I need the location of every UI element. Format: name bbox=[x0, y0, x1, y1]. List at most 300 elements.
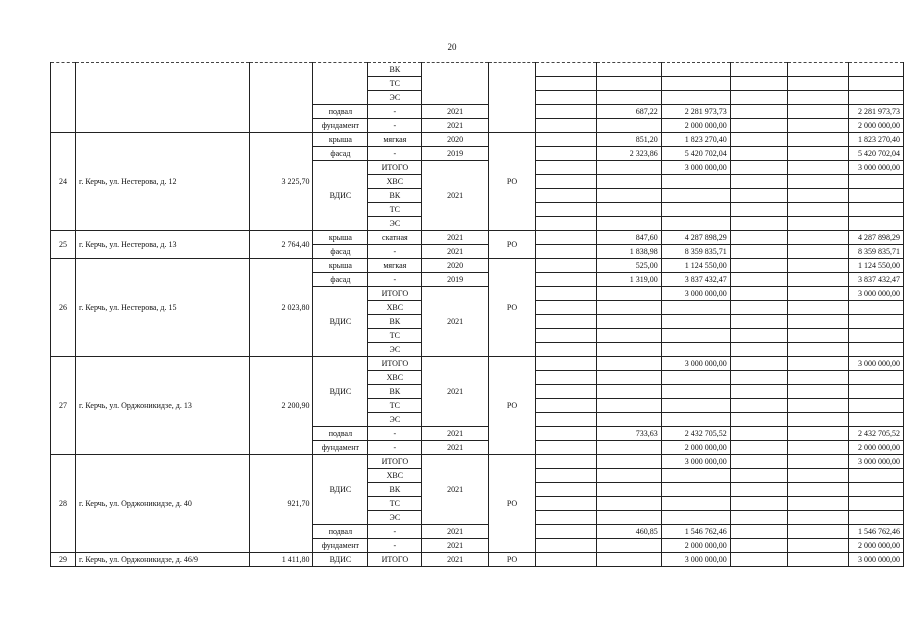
empty-cell bbox=[536, 511, 597, 525]
area-cell bbox=[596, 469, 661, 483]
work-type-cell: - bbox=[368, 147, 422, 161]
area-cell bbox=[596, 91, 661, 105]
empty-cell bbox=[730, 539, 787, 553]
total-cell: 8 359 835,71 bbox=[848, 245, 903, 259]
total-cell bbox=[848, 203, 903, 217]
empty-cell bbox=[536, 315, 597, 329]
work-type-cell: ВК bbox=[368, 189, 422, 203]
cost-cell bbox=[661, 63, 730, 77]
total-cell bbox=[848, 343, 903, 357]
empty-cell bbox=[730, 469, 787, 483]
total-cell bbox=[848, 301, 903, 315]
total-cell: 3 000 000,00 bbox=[848, 553, 903, 567]
empty-cell bbox=[536, 245, 597, 259]
area-cell: 851,20 bbox=[596, 133, 661, 147]
area-cell bbox=[596, 77, 661, 91]
empty-cell bbox=[536, 441, 597, 455]
year-cell: 2021 bbox=[422, 525, 489, 539]
empty-cell bbox=[730, 385, 787, 399]
cost-cell: 2 281 973,73 bbox=[661, 105, 730, 119]
empty-cell bbox=[730, 329, 787, 343]
work-cell: крыша bbox=[313, 133, 368, 147]
total-cell bbox=[848, 413, 903, 427]
area-cell bbox=[596, 357, 661, 371]
house-area-cell: 2 023,80 bbox=[250, 259, 313, 357]
empty-cell bbox=[536, 329, 597, 343]
empty-cell bbox=[787, 133, 848, 147]
area-cell: 687,22 bbox=[596, 105, 661, 119]
area-cell bbox=[596, 399, 661, 413]
area-cell bbox=[596, 119, 661, 133]
house-number-cell: 25 bbox=[51, 231, 76, 259]
work-cell: фасад bbox=[313, 273, 368, 287]
area-cell bbox=[596, 203, 661, 217]
empty-cell bbox=[536, 133, 597, 147]
empty-cell bbox=[787, 539, 848, 553]
empty-cell bbox=[536, 357, 597, 371]
area-cell bbox=[596, 455, 661, 469]
cost-cell bbox=[661, 469, 730, 483]
empty-cell bbox=[787, 399, 848, 413]
empty-cell bbox=[536, 273, 597, 287]
source-cell: РО bbox=[489, 231, 536, 259]
year-cell: 2021 bbox=[422, 539, 489, 553]
empty-cell bbox=[787, 497, 848, 511]
work-cell: фундамент bbox=[313, 441, 368, 455]
empty-cell bbox=[536, 483, 597, 497]
empty-cell bbox=[787, 231, 848, 245]
work-cell: подвал bbox=[313, 427, 368, 441]
cost-cell: 2 000 000,00 bbox=[661, 119, 730, 133]
work-type-cell: ИТОГО bbox=[368, 161, 422, 175]
empty-cell bbox=[536, 77, 597, 91]
house-number-cell: 29 bbox=[51, 553, 76, 567]
work-type-cell: - bbox=[368, 105, 422, 119]
area-cell bbox=[596, 63, 661, 77]
cost-cell bbox=[661, 189, 730, 203]
empty-cell bbox=[787, 203, 848, 217]
year-cell: 2021 bbox=[422, 105, 489, 119]
work-type-cell: ХВС bbox=[368, 469, 422, 483]
house-area-cell: 1 411,80 bbox=[250, 553, 313, 567]
empty-cell bbox=[787, 273, 848, 287]
work-cell: фасад bbox=[313, 147, 368, 161]
table-row bbox=[51, 133, 904, 147]
house-number-cell: 26 bbox=[51, 259, 76, 357]
cost-cell: 2 432 705,52 bbox=[661, 427, 730, 441]
empty-cell bbox=[787, 77, 848, 91]
cost-cell bbox=[661, 315, 730, 329]
total-cell bbox=[848, 189, 903, 203]
total-cell: 2 281 973,73 bbox=[848, 105, 903, 119]
total-cell: 4 287 898,29 bbox=[848, 231, 903, 245]
work-type-cell: ИТОГО bbox=[368, 553, 422, 567]
empty-cell bbox=[730, 147, 787, 161]
empty-cell bbox=[730, 231, 787, 245]
work-type-cell: мягкая bbox=[368, 259, 422, 273]
empty-cell bbox=[730, 427, 787, 441]
work-type-cell: ХВС bbox=[368, 175, 422, 189]
year-cell: 2021 bbox=[422, 455, 489, 525]
work-type-cell: ЭС bbox=[368, 91, 422, 105]
work-cell: ВДИС bbox=[313, 287, 368, 357]
total-cell: 1 546 762,46 bbox=[848, 525, 903, 539]
work-type-cell: ИТОГО bbox=[368, 287, 422, 301]
table-row bbox=[51, 63, 904, 77]
area-cell bbox=[596, 441, 661, 455]
area-cell bbox=[596, 161, 661, 175]
total-cell: 3 837 432,47 bbox=[848, 273, 903, 287]
year-cell: 2019 bbox=[422, 147, 489, 161]
work-type-cell: ЭС bbox=[368, 511, 422, 525]
empty-cell bbox=[536, 287, 597, 301]
cost-cell: 4 287 898,29 bbox=[661, 231, 730, 245]
table-row bbox=[51, 357, 904, 371]
work-type-cell: - bbox=[368, 427, 422, 441]
empty-cell bbox=[787, 259, 848, 273]
empty-cell bbox=[536, 119, 597, 133]
table-row bbox=[51, 231, 904, 245]
cost-cell bbox=[661, 203, 730, 217]
empty-cell bbox=[787, 161, 848, 175]
empty-cell bbox=[787, 315, 848, 329]
total-cell: 2 000 000,00 bbox=[848, 539, 903, 553]
empty-cell bbox=[730, 259, 787, 273]
work-type-cell: ТС bbox=[368, 329, 422, 343]
empty-cell bbox=[730, 161, 787, 175]
year-cell: 2020 bbox=[422, 259, 489, 273]
work-type-cell: мягкая bbox=[368, 133, 422, 147]
cost-cell bbox=[661, 413, 730, 427]
total-cell bbox=[848, 469, 903, 483]
empty-cell bbox=[787, 329, 848, 343]
empty-cell bbox=[730, 371, 787, 385]
total-cell bbox=[848, 315, 903, 329]
empty-cell bbox=[536, 385, 597, 399]
area-cell bbox=[596, 483, 661, 497]
cost-cell: 3 000 000,00 bbox=[661, 287, 730, 301]
work-type-cell: - bbox=[368, 441, 422, 455]
empty-cell bbox=[536, 413, 597, 427]
empty-cell bbox=[536, 105, 597, 119]
empty-cell bbox=[730, 105, 787, 119]
empty-cell bbox=[730, 287, 787, 301]
year-cell: 2020 bbox=[422, 133, 489, 147]
work-type-cell: ТС bbox=[368, 399, 422, 413]
table-row bbox=[51, 553, 904, 567]
total-cell: 5 420 702,04 bbox=[848, 147, 903, 161]
empty-cell bbox=[730, 189, 787, 203]
empty-cell bbox=[730, 441, 787, 455]
cost-cell bbox=[661, 371, 730, 385]
cost-cell bbox=[661, 301, 730, 315]
empty-cell bbox=[536, 203, 597, 217]
empty-cell bbox=[787, 91, 848, 105]
empty-cell bbox=[787, 119, 848, 133]
area-cell bbox=[596, 287, 661, 301]
page-number: 20 bbox=[447, 42, 457, 52]
address-cell: г. Керчь, ул. Орджоникидзе, д. 40 bbox=[76, 455, 250, 553]
work-cell: ВДИС bbox=[313, 553, 368, 567]
year-cell: 2021 bbox=[422, 231, 489, 245]
total-cell: 2 000 000,00 bbox=[848, 441, 903, 455]
work-cell: ВДИС bbox=[313, 455, 368, 525]
work-type-cell: - bbox=[368, 539, 422, 553]
house-number-cell: 27 bbox=[51, 357, 76, 455]
empty-cell bbox=[730, 455, 787, 469]
empty-cell bbox=[536, 539, 597, 553]
cost-cell bbox=[661, 483, 730, 497]
empty-cell bbox=[536, 189, 597, 203]
work-type-cell: - bbox=[368, 245, 422, 259]
work-cell: фундамент bbox=[313, 539, 368, 553]
area-cell bbox=[596, 385, 661, 399]
total-cell bbox=[848, 371, 903, 385]
cost-cell: 1 823 270,40 bbox=[661, 133, 730, 147]
empty-cell bbox=[730, 553, 787, 567]
total-cell bbox=[848, 483, 903, 497]
work-cell: фундамент bbox=[313, 119, 368, 133]
empty-cell bbox=[536, 175, 597, 189]
empty-cell bbox=[787, 413, 848, 427]
source-cell: РО bbox=[489, 553, 536, 567]
cost-cell: 3 837 432,47 bbox=[661, 273, 730, 287]
area-cell: 525,00 bbox=[596, 259, 661, 273]
empty-cell bbox=[787, 175, 848, 189]
cost-cell bbox=[661, 77, 730, 91]
capital-repair-table bbox=[50, 62, 904, 567]
house-area-cell: 2 200,90 bbox=[250, 357, 313, 455]
work-type-cell: ХВС bbox=[368, 371, 422, 385]
area-cell: 460,85 bbox=[596, 525, 661, 539]
total-cell bbox=[848, 399, 903, 413]
empty-cell bbox=[730, 119, 787, 133]
house-area-cell: 2 764,40 bbox=[250, 231, 313, 259]
empty-cell bbox=[536, 63, 597, 77]
cost-cell bbox=[661, 329, 730, 343]
work-type-cell: ТС bbox=[368, 203, 422, 217]
total-cell bbox=[848, 385, 903, 399]
year-cell: 2019 bbox=[422, 273, 489, 287]
work-type-cell: ТС bbox=[368, 77, 422, 91]
area-cell: 1 319,00 bbox=[596, 273, 661, 287]
empty-cell bbox=[730, 399, 787, 413]
total-cell: 3 000 000,00 bbox=[848, 455, 903, 469]
year-cell: 2021 bbox=[422, 119, 489, 133]
total-cell bbox=[848, 217, 903, 231]
year-cell: 2021 bbox=[422, 161, 489, 231]
empty-cell bbox=[730, 203, 787, 217]
work-cell: фасад bbox=[313, 245, 368, 259]
year-cell: 2021 bbox=[422, 245, 489, 259]
total-cell: 3 000 000,00 bbox=[848, 287, 903, 301]
total-cell bbox=[848, 77, 903, 91]
address-cell: г. Керчь, ул. Нестерова, д. 12 bbox=[76, 133, 250, 231]
area-cell: 1 838,98 bbox=[596, 245, 661, 259]
work-cell: ВДИС bbox=[313, 357, 368, 427]
area-cell bbox=[596, 329, 661, 343]
area-cell bbox=[596, 413, 661, 427]
empty-cell bbox=[787, 245, 848, 259]
area-cell: 2 323,86 bbox=[596, 147, 661, 161]
total-cell bbox=[848, 497, 903, 511]
work-cell: подвал bbox=[313, 525, 368, 539]
cost-cell: 3 000 000,00 bbox=[661, 553, 730, 567]
empty-cell bbox=[787, 525, 848, 539]
empty-cell bbox=[787, 455, 848, 469]
empty-cell bbox=[787, 343, 848, 357]
house-number-cell: 24 bbox=[51, 133, 76, 231]
area-cell: 847,60 bbox=[596, 231, 661, 245]
empty-cell bbox=[730, 315, 787, 329]
cost-cell: 1 546 762,46 bbox=[661, 525, 730, 539]
cost-cell: 3 000 000,00 bbox=[661, 161, 730, 175]
table-row bbox=[51, 455, 904, 469]
cost-cell bbox=[661, 217, 730, 231]
total-cell: 2 432 705,52 bbox=[848, 427, 903, 441]
source-cell: РО bbox=[489, 455, 536, 553]
empty-cell bbox=[787, 301, 848, 315]
area-cell bbox=[596, 497, 661, 511]
empty-cell bbox=[787, 105, 848, 119]
year-cell: 2021 bbox=[422, 427, 489, 441]
empty-cell bbox=[730, 217, 787, 231]
empty-cell bbox=[536, 399, 597, 413]
empty-cell bbox=[730, 63, 787, 77]
empty-cell bbox=[536, 497, 597, 511]
empty-cell bbox=[536, 553, 597, 567]
cost-cell bbox=[661, 343, 730, 357]
empty-cell bbox=[536, 371, 597, 385]
cost-cell: 1 124 550,00 bbox=[661, 259, 730, 273]
empty-cell bbox=[536, 525, 597, 539]
house-area-cell: 921,70 bbox=[250, 455, 313, 553]
cost-cell: 8 359 835,71 bbox=[661, 245, 730, 259]
empty-cell bbox=[536, 301, 597, 315]
area-cell bbox=[596, 301, 661, 315]
empty-cell bbox=[536, 427, 597, 441]
year-cell: 2021 bbox=[422, 287, 489, 357]
empty-cell bbox=[536, 147, 597, 161]
total-cell: 2 000 000,00 bbox=[848, 119, 903, 133]
empty-cell bbox=[787, 427, 848, 441]
empty-cell bbox=[787, 469, 848, 483]
empty-cell bbox=[730, 413, 787, 427]
work-type-cell: ВК bbox=[368, 63, 422, 77]
empty-cell bbox=[730, 483, 787, 497]
work-type-cell: ЭС bbox=[368, 413, 422, 427]
empty-cell bbox=[730, 133, 787, 147]
empty-cell bbox=[787, 217, 848, 231]
area-cell bbox=[596, 553, 661, 567]
cost-cell: 5 420 702,04 bbox=[661, 147, 730, 161]
cost-cell: 3 000 000,00 bbox=[661, 455, 730, 469]
work-type-cell: ВК bbox=[368, 483, 422, 497]
empty-cell bbox=[536, 455, 597, 469]
empty-cell bbox=[536, 469, 597, 483]
total-cell: 3 000 000,00 bbox=[848, 357, 903, 371]
empty-cell bbox=[730, 273, 787, 287]
empty-cell bbox=[536, 259, 597, 273]
source-cell: РО bbox=[489, 259, 536, 357]
area-cell bbox=[596, 343, 661, 357]
table-row bbox=[51, 259, 904, 273]
source-cell: РО bbox=[489, 357, 536, 455]
total-cell: 1 124 550,00 bbox=[848, 259, 903, 273]
cost-cell bbox=[661, 385, 730, 399]
empty-cell bbox=[536, 217, 597, 231]
area-cell bbox=[596, 539, 661, 553]
work-cell: подвал bbox=[313, 105, 368, 119]
year-cell: 2021 bbox=[422, 553, 489, 567]
house-area-cell: 3 225,70 bbox=[250, 133, 313, 231]
house-area-cell bbox=[250, 63, 313, 133]
work-cell: крыша bbox=[313, 231, 368, 245]
work-type-cell: - bbox=[368, 119, 422, 133]
total-cell: 3 000 000,00 bbox=[848, 161, 903, 175]
source-cell: РО bbox=[489, 133, 536, 231]
house-number-cell: 28 bbox=[51, 455, 76, 553]
work-type-cell: ХВС bbox=[368, 301, 422, 315]
empty-cell bbox=[730, 497, 787, 511]
cost-cell bbox=[661, 91, 730, 105]
total-cell bbox=[848, 511, 903, 525]
total-cell: 1 823 270,40 bbox=[848, 133, 903, 147]
empty-cell bbox=[536, 91, 597, 105]
area-cell bbox=[596, 217, 661, 231]
cost-cell: 2 000 000,00 bbox=[661, 539, 730, 553]
empty-cell bbox=[730, 343, 787, 357]
empty-cell bbox=[730, 91, 787, 105]
address-cell: г. Керчь, ул. Орджоникидзе, д. 13 bbox=[76, 357, 250, 455]
cost-cell bbox=[661, 511, 730, 525]
area-cell bbox=[596, 175, 661, 189]
empty-cell bbox=[787, 483, 848, 497]
empty-cell bbox=[787, 287, 848, 301]
work-type-cell: скатная bbox=[368, 231, 422, 245]
empty-cell bbox=[730, 175, 787, 189]
empty-cell bbox=[787, 553, 848, 567]
total-cell bbox=[848, 175, 903, 189]
cost-cell: 3 000 000,00 bbox=[661, 357, 730, 371]
work-cell: крыша bbox=[313, 259, 368, 273]
empty-cell bbox=[536, 161, 597, 175]
work-type-cell: - bbox=[368, 525, 422, 539]
empty-cell bbox=[730, 357, 787, 371]
work-type-cell: ТС bbox=[368, 497, 422, 511]
area-cell bbox=[596, 315, 661, 329]
house-number-cell bbox=[51, 63, 76, 133]
work-type-cell: ВК bbox=[368, 315, 422, 329]
empty-cell bbox=[730, 245, 787, 259]
cost-cell bbox=[661, 497, 730, 511]
area-cell bbox=[596, 511, 661, 525]
work-cell: ВДИС bbox=[313, 161, 368, 231]
work-type-cell: ЭС bbox=[368, 343, 422, 357]
empty-cell bbox=[787, 511, 848, 525]
total-cell bbox=[848, 63, 903, 77]
empty-cell bbox=[787, 63, 848, 77]
empty-cell bbox=[536, 343, 597, 357]
cost-cell bbox=[661, 399, 730, 413]
work-type-cell: ВК bbox=[368, 385, 422, 399]
address-cell: г. Керчь, ул. Нестерова, д. 13 bbox=[76, 231, 250, 259]
work-type-cell: ИТОГО bbox=[368, 455, 422, 469]
year-cell: 2021 bbox=[422, 357, 489, 427]
empty-cell bbox=[730, 301, 787, 315]
area-cell bbox=[596, 189, 661, 203]
empty-cell bbox=[787, 371, 848, 385]
